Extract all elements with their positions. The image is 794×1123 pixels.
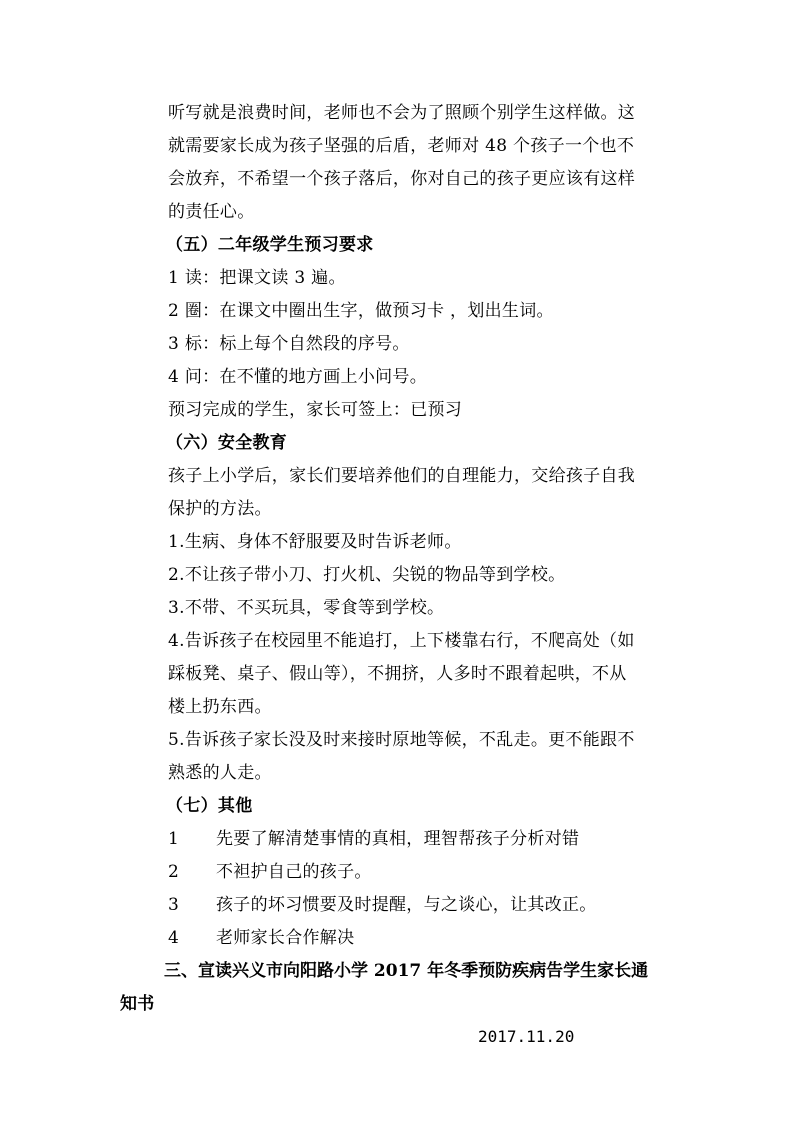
section-5-heading: （五）二年级学生预习要求 (166, 235, 374, 255)
section-6-line-5: 3.不带、不买玩具，零食等到学校。 (168, 598, 445, 618)
section-6-line-4: 2.不让孩子带小刀、打火机、尖锐的物品等到学校。 (168, 565, 566, 585)
section-6-line-6: 4.告诉孩子在校园里不能追打，上下楼靠右行，不爬高处（如 (168, 631, 635, 651)
intro-line-2: 就需要家长成为孩子坚强的后盾，老师对 48 个孩子一个也不 (168, 136, 635, 156)
section-7-item-2 (168, 862, 678, 882)
section-7-item-3 (168, 895, 678, 915)
section-6-line-8: 楼上扔东西。 (168, 697, 272, 717)
section-6-line-9: 5.告诉孩子家长没及时来接时原地等候，不乱走。更不能跟不 (168, 730, 635, 750)
intro-line-4: 的责任心。 (168, 202, 255, 222)
section-6-line-1: 孩子上小学后，家长们要培养他们的自理能力，交给孩子自我 (168, 466, 636, 486)
section-7-item-number: 4 (168, 928, 180, 948)
section-7-item-text: 孩子的坏习惯要及时提醒，与之谈心，让其改正。 (216, 895, 597, 915)
section-5-item-1: 1 读：把课文读 3 遍。 (168, 268, 346, 288)
section-6-line-10: 熟悉的人走。 (168, 763, 272, 783)
section-5-note: 预习完成的学生，家长可签上：已预习 (168, 400, 463, 420)
section-7-item-text: 先要了解清楚事情的真相，理智帮孩子分析对错 (216, 829, 580, 849)
intro-line-1: 听写就是浪费时间，老师也不会为了照顾个别学生这样做。这 (168, 103, 636, 123)
section-7-item-number: 3 (168, 895, 180, 915)
section-7-item-4 (168, 928, 678, 948)
section-7-item-text: 不袒护自己的孩子。 (216, 862, 372, 882)
section-7-item-1 (168, 829, 678, 849)
section-3-heading-line-2: 知书 (120, 994, 155, 1014)
document-date: 2017.11.20 (478, 1027, 575, 1046)
section-7-heading: （七）其他 (166, 796, 253, 816)
section-5-item-4: 4 问：在不懂的地方画上小问号。 (168, 367, 428, 387)
section-7-item-number: 1 (168, 829, 180, 849)
section-6-line-2: 保护的方法。 (168, 499, 272, 519)
section-3-heading-line-1: 三、宣读兴义市向阳路小学 2017 年冬季预防疾病告学生家长通 (164, 961, 649, 981)
section-6-line-7: 踩板凳、桌子、假山等），不拥挤，人多时不跟着起哄，不从 (168, 664, 627, 684)
section-6-line-3: 1.生病、身体不舒服要及时告诉老师。 (168, 532, 462, 552)
section-7-item-text: 老师家长合作解决 (216, 928, 355, 948)
section-5-item-2: 2 圈：在课文中圈出生字，做预习卡 ，划出生词。 (168, 301, 554, 321)
intro-line-3: 会放弃，不希望一个孩子落后，你对自己的孩子更应该有这样 (168, 169, 636, 189)
section-5-item-3: 3 标：标上每个自然段的序号。 (168, 334, 410, 354)
section-6-heading: （六）安全教育 (166, 433, 288, 453)
section-7-item-number: 2 (168, 862, 180, 882)
